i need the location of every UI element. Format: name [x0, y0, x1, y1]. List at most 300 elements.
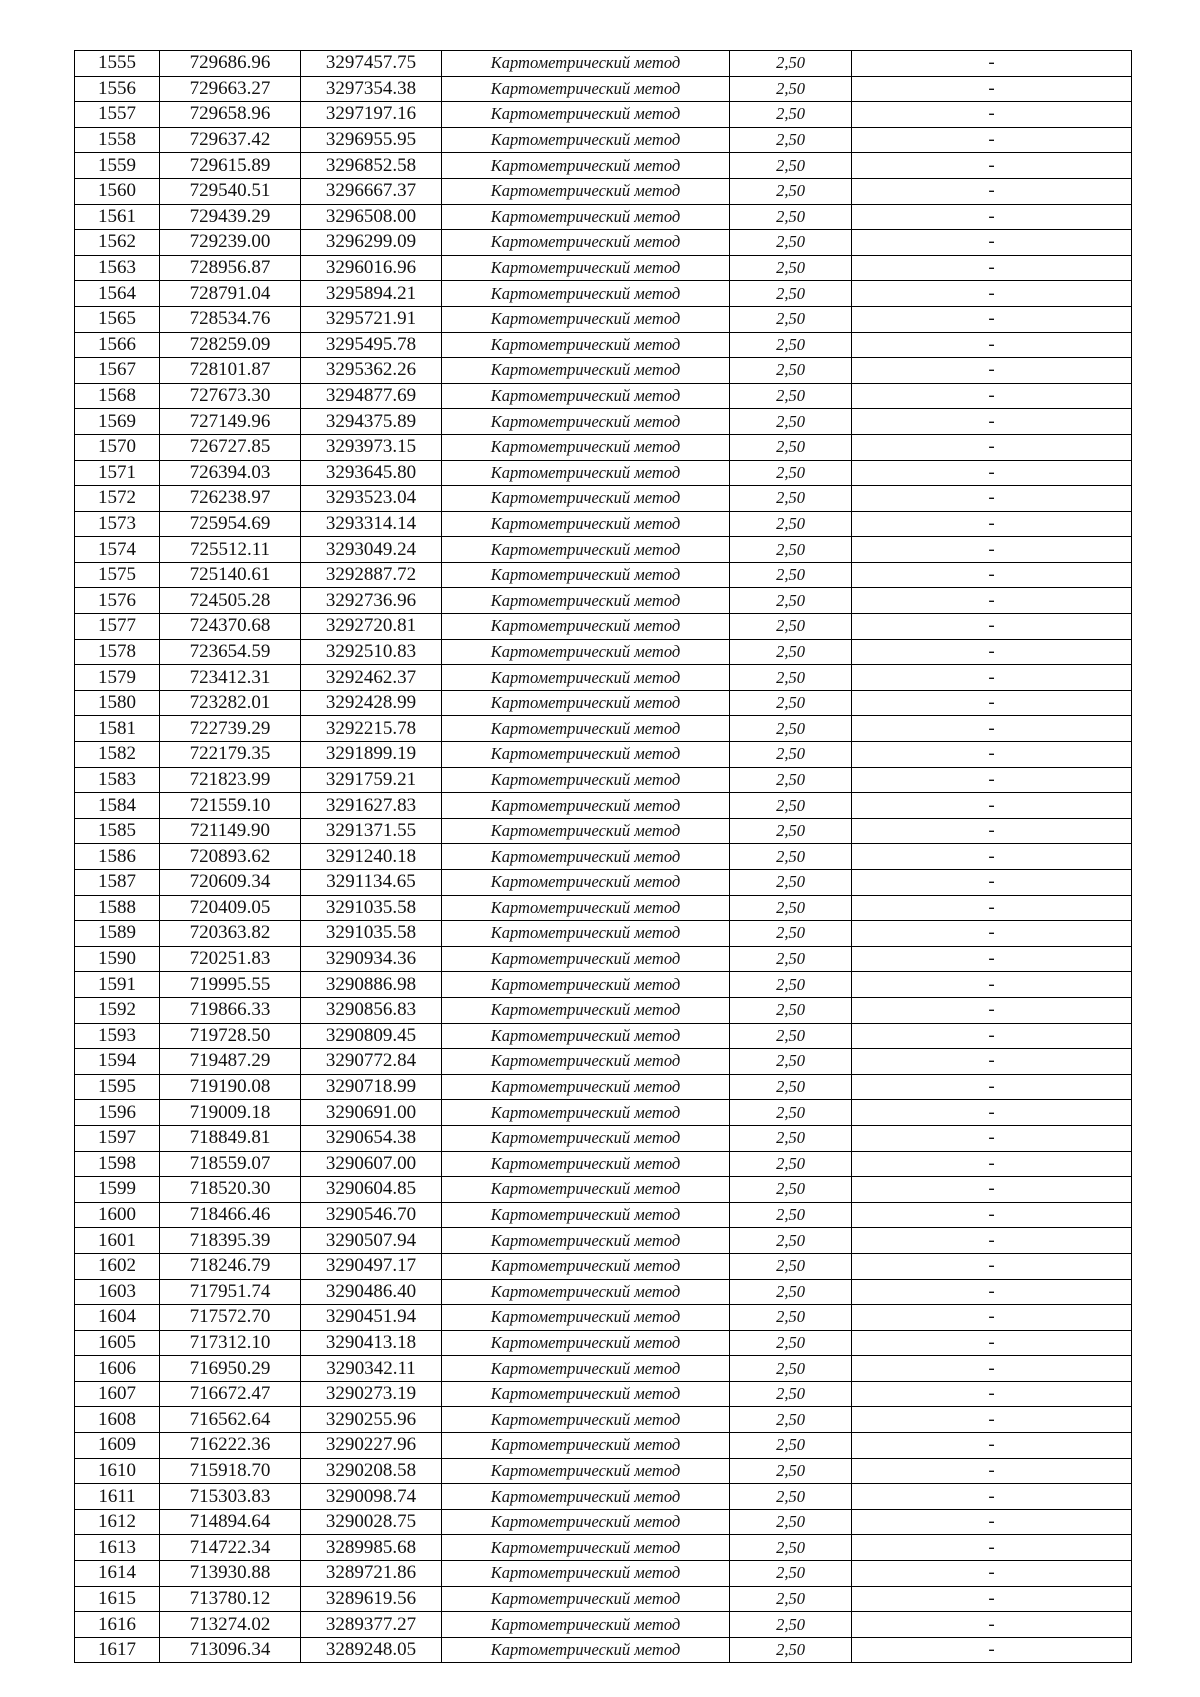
method-cell: Картометрический метод	[442, 230, 730, 256]
x-coordinate-cell: 729239.00	[160, 230, 301, 256]
table-row	[75, 1381, 1132, 1407]
table-row	[75, 332, 1132, 358]
point-number-cell: 1564	[75, 281, 160, 307]
accuracy-cell: 2,50	[730, 1407, 852, 1433]
note-cell: -	[852, 1509, 1132, 1535]
note-cell: -	[852, 230, 1132, 256]
x-coordinate-cell: 729540.51	[160, 178, 301, 204]
table-row	[75, 665, 1132, 691]
accuracy-cell: 2,50	[730, 921, 852, 947]
note-cell: -	[852, 767, 1132, 793]
y-coordinate-cell: 3290691.00	[301, 1100, 442, 1126]
note-cell: -	[852, 588, 1132, 614]
table-row	[75, 588, 1132, 614]
point-number-cell: 1594	[75, 1049, 160, 1075]
accuracy-cell: 2,50	[730, 204, 852, 230]
table-row	[75, 921, 1132, 947]
note-cell: -	[852, 1484, 1132, 1510]
y-coordinate-cell: 3292887.72	[301, 562, 442, 588]
method-cell: Картометрический метод	[442, 1433, 730, 1459]
accuracy-cell: 2,50	[730, 1586, 852, 1612]
x-coordinate-cell: 719009.18	[160, 1100, 301, 1126]
y-coordinate-cell: 3290273.19	[301, 1381, 442, 1407]
table-row	[75, 972, 1132, 998]
x-coordinate-cell: 723654.59	[160, 639, 301, 665]
point-number-cell: 1568	[75, 383, 160, 409]
x-coordinate-cell: 724370.68	[160, 614, 301, 640]
note-cell: -	[852, 614, 1132, 640]
y-coordinate-cell: 3290028.75	[301, 1509, 442, 1535]
note-cell: -	[852, 818, 1132, 844]
table-row	[75, 409, 1132, 435]
accuracy-cell: 2,50	[730, 306, 852, 332]
accuracy-cell: 2,50	[730, 1074, 852, 1100]
x-coordinate-cell: 713780.12	[160, 1586, 301, 1612]
note-cell: -	[852, 870, 1132, 896]
note-cell: -	[852, 1612, 1132, 1638]
y-coordinate-cell: 3290208.58	[301, 1458, 442, 1484]
note-cell: -	[852, 383, 1132, 409]
x-coordinate-cell: 729439.29	[160, 204, 301, 230]
note-cell: -	[852, 1023, 1132, 1049]
method-cell: Картометрический метод	[442, 895, 730, 921]
table-row	[75, 1509, 1132, 1535]
point-number-cell: 1615	[75, 1586, 160, 1612]
table-row	[75, 178, 1132, 204]
table-row	[75, 153, 1132, 179]
note-cell: -	[852, 460, 1132, 486]
accuracy-cell: 2,50	[730, 1330, 852, 1356]
point-number-cell: 1569	[75, 409, 160, 435]
x-coordinate-cell: 718849.81	[160, 1125, 301, 1151]
note-cell: -	[852, 716, 1132, 742]
note-cell: -	[852, 946, 1132, 972]
point-number-cell: 1617	[75, 1637, 160, 1663]
x-coordinate-cell: 718246.79	[160, 1253, 301, 1279]
point-number-cell: 1585	[75, 818, 160, 844]
method-cell: Картометрический метод	[442, 818, 730, 844]
y-coordinate-cell: 3290772.84	[301, 1049, 442, 1075]
table-row	[75, 1177, 1132, 1203]
table-row	[75, 1074, 1132, 1100]
method-cell: Картометрический метод	[442, 281, 730, 307]
method-cell: Картометрический метод	[442, 1356, 730, 1382]
point-number-cell: 1586	[75, 844, 160, 870]
note-cell: -	[852, 1433, 1132, 1459]
table-row	[75, 1305, 1132, 1331]
note-cell: -	[852, 1458, 1132, 1484]
accuracy-cell: 2,50	[730, 434, 852, 460]
x-coordinate-cell: 713096.34	[160, 1637, 301, 1663]
note-cell: -	[852, 1177, 1132, 1203]
x-coordinate-cell: 717572.70	[160, 1305, 301, 1331]
x-coordinate-cell: 725954.69	[160, 511, 301, 537]
y-coordinate-cell: 3290934.36	[301, 946, 442, 972]
x-coordinate-cell: 719190.08	[160, 1074, 301, 1100]
y-coordinate-cell: 3290809.45	[301, 1023, 442, 1049]
x-coordinate-cell: 716672.47	[160, 1381, 301, 1407]
accuracy-cell: 2,50	[730, 230, 852, 256]
point-number-cell: 1606	[75, 1356, 160, 1382]
y-coordinate-cell: 3295362.26	[301, 358, 442, 384]
accuracy-cell: 2,50	[730, 742, 852, 768]
table-row	[75, 1586, 1132, 1612]
point-number-cell: 1599	[75, 1177, 160, 1203]
note-cell: -	[852, 844, 1132, 870]
x-coordinate-cell: 729658.96	[160, 102, 301, 128]
y-coordinate-cell: 3291627.83	[301, 793, 442, 819]
x-coordinate-cell: 719728.50	[160, 1023, 301, 1049]
table-row	[75, 614, 1132, 640]
y-coordinate-cell: 3291035.58	[301, 921, 442, 947]
note-cell: -	[852, 1637, 1132, 1663]
table-row	[75, 434, 1132, 460]
x-coordinate-cell: 728101.87	[160, 358, 301, 384]
point-number-cell: 1598	[75, 1151, 160, 1177]
method-cell: Картометрический метод	[442, 127, 730, 153]
accuracy-cell: 2,50	[730, 409, 852, 435]
accuracy-cell: 2,50	[730, 1637, 852, 1663]
method-cell: Картометрический метод	[442, 383, 730, 409]
note-cell: -	[852, 153, 1132, 179]
table-row	[75, 486, 1132, 512]
y-coordinate-cell: 3290856.83	[301, 997, 442, 1023]
accuracy-cell: 2,50	[730, 1202, 852, 1228]
method-cell: Картометрический метод	[442, 665, 730, 691]
note-cell: -	[852, 486, 1132, 512]
y-coordinate-cell: 3290546.70	[301, 1202, 442, 1228]
table-row	[75, 1151, 1132, 1177]
accuracy-cell: 2,50	[730, 383, 852, 409]
method-cell: Картометрический метод	[442, 153, 730, 179]
method-cell: Картометрический метод	[442, 511, 730, 537]
y-coordinate-cell: 3292736.96	[301, 588, 442, 614]
y-coordinate-cell: 3292428.99	[301, 690, 442, 716]
y-coordinate-cell: 3290886.98	[301, 972, 442, 998]
method-cell: Картометрический метод	[442, 332, 730, 358]
method-cell: Картометрический метод	[442, 1381, 730, 1407]
coordinates-table-body	[75, 51, 1132, 1663]
method-cell: Картометрический метод	[442, 1586, 730, 1612]
y-coordinate-cell: 3290342.11	[301, 1356, 442, 1382]
y-coordinate-cell: 3295495.78	[301, 332, 442, 358]
accuracy-cell: 2,50	[730, 1612, 852, 1638]
table-row	[75, 1433, 1132, 1459]
note-cell: -	[852, 1074, 1132, 1100]
note-cell: -	[852, 895, 1132, 921]
point-number-cell: 1573	[75, 511, 160, 537]
method-cell: Картометрический метод	[442, 562, 730, 588]
x-coordinate-cell: 720251.83	[160, 946, 301, 972]
note-cell: -	[852, 306, 1132, 332]
note-cell: -	[852, 1100, 1132, 1126]
x-coordinate-cell: 728791.04	[160, 281, 301, 307]
point-number-cell: 1562	[75, 230, 160, 256]
table-row	[75, 306, 1132, 332]
point-number-cell: 1557	[75, 102, 160, 128]
method-cell: Картометрический метод	[442, 767, 730, 793]
y-coordinate-cell: 3290507.94	[301, 1228, 442, 1254]
x-coordinate-cell: 729663.27	[160, 76, 301, 102]
table-row	[75, 1100, 1132, 1126]
accuracy-cell: 2,50	[730, 690, 852, 716]
x-coordinate-cell: 721823.99	[160, 767, 301, 793]
accuracy-cell: 2,50	[730, 51, 852, 77]
table-row	[75, 793, 1132, 819]
note-cell: -	[852, 358, 1132, 384]
accuracy-cell: 2,50	[730, 716, 852, 742]
x-coordinate-cell: 725512.11	[160, 537, 301, 563]
y-coordinate-cell: 3296852.58	[301, 153, 442, 179]
x-coordinate-cell: 722179.35	[160, 742, 301, 768]
point-number-cell: 1561	[75, 204, 160, 230]
y-coordinate-cell: 3294375.89	[301, 409, 442, 435]
point-number-cell: 1559	[75, 153, 160, 179]
table-row	[75, 690, 1132, 716]
y-coordinate-cell: 3293314.14	[301, 511, 442, 537]
x-coordinate-cell: 729637.42	[160, 127, 301, 153]
note-cell: -	[852, 1407, 1132, 1433]
method-cell: Картометрический метод	[442, 306, 730, 332]
table-row	[75, 1253, 1132, 1279]
method-cell: Картометрический метод	[442, 844, 730, 870]
x-coordinate-cell: 727149.96	[160, 409, 301, 435]
table-row	[75, 102, 1132, 128]
y-coordinate-cell: 3292462.37	[301, 665, 442, 691]
accuracy-cell: 2,50	[730, 1151, 852, 1177]
method-cell: Картометрический метод	[442, 870, 730, 896]
table-row	[75, 460, 1132, 486]
x-coordinate-cell: 724505.28	[160, 588, 301, 614]
table-row	[75, 818, 1132, 844]
point-number-cell: 1607	[75, 1381, 160, 1407]
x-coordinate-cell: 727673.30	[160, 383, 301, 409]
accuracy-cell: 2,50	[730, 844, 852, 870]
point-number-cell: 1601	[75, 1228, 160, 1254]
note-cell: -	[852, 434, 1132, 460]
y-coordinate-cell: 3290451.94	[301, 1305, 442, 1331]
table-row	[75, 639, 1132, 665]
method-cell: Картометрический метод	[442, 1561, 730, 1587]
accuracy-cell: 2,50	[730, 1381, 852, 1407]
x-coordinate-cell: 726727.85	[160, 434, 301, 460]
method-cell: Картометрический метод	[442, 178, 730, 204]
method-cell: Картометрический метод	[442, 921, 730, 947]
y-coordinate-cell: 3289248.05	[301, 1637, 442, 1663]
table-row	[75, 1049, 1132, 1075]
point-number-cell: 1596	[75, 1100, 160, 1126]
note-cell: -	[852, 1381, 1132, 1407]
y-coordinate-cell: 3297354.38	[301, 76, 442, 102]
accuracy-cell: 2,50	[730, 537, 852, 563]
y-coordinate-cell: 3290413.18	[301, 1330, 442, 1356]
x-coordinate-cell: 715303.83	[160, 1484, 301, 1510]
x-coordinate-cell: 723282.01	[160, 690, 301, 716]
note-cell: -	[852, 921, 1132, 947]
accuracy-cell: 2,50	[730, 178, 852, 204]
note-cell: -	[852, 1535, 1132, 1561]
x-coordinate-cell: 728259.09	[160, 332, 301, 358]
accuracy-cell: 2,50	[730, 1535, 852, 1561]
y-coordinate-cell: 3295894.21	[301, 281, 442, 307]
method-cell: Картометрический метод	[442, 946, 730, 972]
y-coordinate-cell: 3290718.99	[301, 1074, 442, 1100]
y-coordinate-cell: 3290255.96	[301, 1407, 442, 1433]
y-coordinate-cell: 3290486.40	[301, 1279, 442, 1305]
x-coordinate-cell: 714894.64	[160, 1509, 301, 1535]
table-row	[75, 1125, 1132, 1151]
table-row	[75, 1458, 1132, 1484]
y-coordinate-cell: 3296955.95	[301, 127, 442, 153]
y-coordinate-cell: 3289619.56	[301, 1586, 442, 1612]
accuracy-cell: 2,50	[730, 1305, 852, 1331]
accuracy-cell: 2,50	[730, 946, 852, 972]
note-cell: -	[852, 690, 1132, 716]
point-number-cell: 1570	[75, 434, 160, 460]
method-cell: Картометрический метод	[442, 1407, 730, 1433]
method-cell: Картометрический метод	[442, 742, 730, 768]
accuracy-cell: 2,50	[730, 281, 852, 307]
y-coordinate-cell: 3291759.21	[301, 767, 442, 793]
point-number-cell: 1592	[75, 997, 160, 1023]
x-coordinate-cell: 719866.33	[160, 997, 301, 1023]
note-cell: -	[852, 1561, 1132, 1587]
table-row	[75, 1330, 1132, 1356]
point-number-cell: 1591	[75, 972, 160, 998]
x-coordinate-cell: 715918.70	[160, 1458, 301, 1484]
table-row	[75, 76, 1132, 102]
accuracy-cell: 2,50	[730, 153, 852, 179]
table-row	[75, 562, 1132, 588]
y-coordinate-cell: 3291240.18	[301, 844, 442, 870]
method-cell: Картометрический метод	[442, 486, 730, 512]
point-number-cell: 1563	[75, 255, 160, 281]
method-cell: Картометрический метод	[442, 1330, 730, 1356]
table-row	[75, 946, 1132, 972]
method-cell: Картометрический метод	[442, 1458, 730, 1484]
method-cell: Картометрический метод	[442, 1637, 730, 1663]
accuracy-cell: 2,50	[730, 562, 852, 588]
accuracy-cell: 2,50	[730, 818, 852, 844]
accuracy-cell: 2,50	[730, 997, 852, 1023]
point-number-cell: 1555	[75, 51, 160, 77]
x-coordinate-cell: 726394.03	[160, 460, 301, 486]
point-number-cell: 1590	[75, 946, 160, 972]
accuracy-cell: 2,50	[730, 1253, 852, 1279]
accuracy-cell: 2,50	[730, 1023, 852, 1049]
point-number-cell: 1576	[75, 588, 160, 614]
y-coordinate-cell: 3297197.16	[301, 102, 442, 128]
table-row	[75, 1202, 1132, 1228]
note-cell: -	[852, 1330, 1132, 1356]
method-cell: Картометрический метод	[442, 1202, 730, 1228]
y-coordinate-cell: 3293645.80	[301, 460, 442, 486]
table-row	[75, 1407, 1132, 1433]
table-row	[75, 204, 1132, 230]
method-cell: Картометрический метод	[442, 1177, 730, 1203]
x-coordinate-cell: 725140.61	[160, 562, 301, 588]
point-number-cell: 1580	[75, 690, 160, 716]
note-cell: -	[852, 1125, 1132, 1151]
note-cell: -	[852, 537, 1132, 563]
accuracy-cell: 2,50	[730, 76, 852, 102]
x-coordinate-cell: 720609.34	[160, 870, 301, 896]
y-coordinate-cell: 3292215.78	[301, 716, 442, 742]
note-cell: -	[852, 562, 1132, 588]
y-coordinate-cell: 3291134.65	[301, 870, 442, 896]
y-coordinate-cell: 3290604.85	[301, 1177, 442, 1203]
accuracy-cell: 2,50	[730, 1356, 852, 1382]
accuracy-cell: 2,50	[730, 1100, 852, 1126]
x-coordinate-cell: 720363.82	[160, 921, 301, 947]
y-coordinate-cell: 3290654.38	[301, 1125, 442, 1151]
method-cell: Картометрический метод	[442, 972, 730, 998]
x-coordinate-cell: 718520.30	[160, 1177, 301, 1203]
accuracy-cell: 2,50	[730, 1561, 852, 1587]
note-cell: -	[852, 76, 1132, 102]
method-cell: Картометрический метод	[442, 434, 730, 460]
note-cell: -	[852, 332, 1132, 358]
method-cell: Картометрический метод	[442, 1612, 730, 1638]
accuracy-cell: 2,50	[730, 1484, 852, 1510]
y-coordinate-cell: 3293973.15	[301, 434, 442, 460]
accuracy-cell: 2,50	[730, 358, 852, 384]
accuracy-cell: 2,50	[730, 870, 852, 896]
y-coordinate-cell: 3296667.37	[301, 178, 442, 204]
point-number-cell: 1608	[75, 1407, 160, 1433]
x-coordinate-cell: 718395.39	[160, 1228, 301, 1254]
table-row	[75, 767, 1132, 793]
point-number-cell: 1578	[75, 639, 160, 665]
point-number-cell: 1611	[75, 1484, 160, 1510]
y-coordinate-cell: 3291035.58	[301, 895, 442, 921]
y-coordinate-cell: 3290607.00	[301, 1151, 442, 1177]
point-number-cell: 1577	[75, 614, 160, 640]
method-cell: Картометрический метод	[442, 997, 730, 1023]
point-number-cell: 1583	[75, 767, 160, 793]
note-cell: -	[852, 1356, 1132, 1382]
table-row	[75, 1535, 1132, 1561]
table-row	[75, 255, 1132, 281]
note-cell: -	[852, 409, 1132, 435]
note-cell: -	[852, 1253, 1132, 1279]
method-cell: Картометрический метод	[442, 1228, 730, 1254]
table-row	[75, 1228, 1132, 1254]
table-row	[75, 383, 1132, 409]
method-cell: Картометрический метод	[442, 1023, 730, 1049]
point-number-cell: 1581	[75, 716, 160, 742]
table-row	[75, 51, 1132, 77]
point-number-cell: 1560	[75, 178, 160, 204]
table-row	[75, 716, 1132, 742]
x-coordinate-cell: 723412.31	[160, 665, 301, 691]
note-cell: -	[852, 972, 1132, 998]
accuracy-cell: 2,50	[730, 332, 852, 358]
x-coordinate-cell: 717951.74	[160, 1279, 301, 1305]
table-row	[75, 1484, 1132, 1510]
table-row	[75, 1023, 1132, 1049]
x-coordinate-cell: 720409.05	[160, 895, 301, 921]
method-cell: Картометрический метод	[442, 1125, 730, 1151]
x-coordinate-cell: 728956.87	[160, 255, 301, 281]
y-coordinate-cell: 3293049.24	[301, 537, 442, 563]
table-row	[75, 1356, 1132, 1382]
x-coordinate-cell: 719487.29	[160, 1049, 301, 1075]
note-cell: -	[852, 51, 1132, 77]
table-row	[75, 1637, 1132, 1663]
accuracy-cell: 2,50	[730, 895, 852, 921]
point-number-cell: 1588	[75, 895, 160, 921]
